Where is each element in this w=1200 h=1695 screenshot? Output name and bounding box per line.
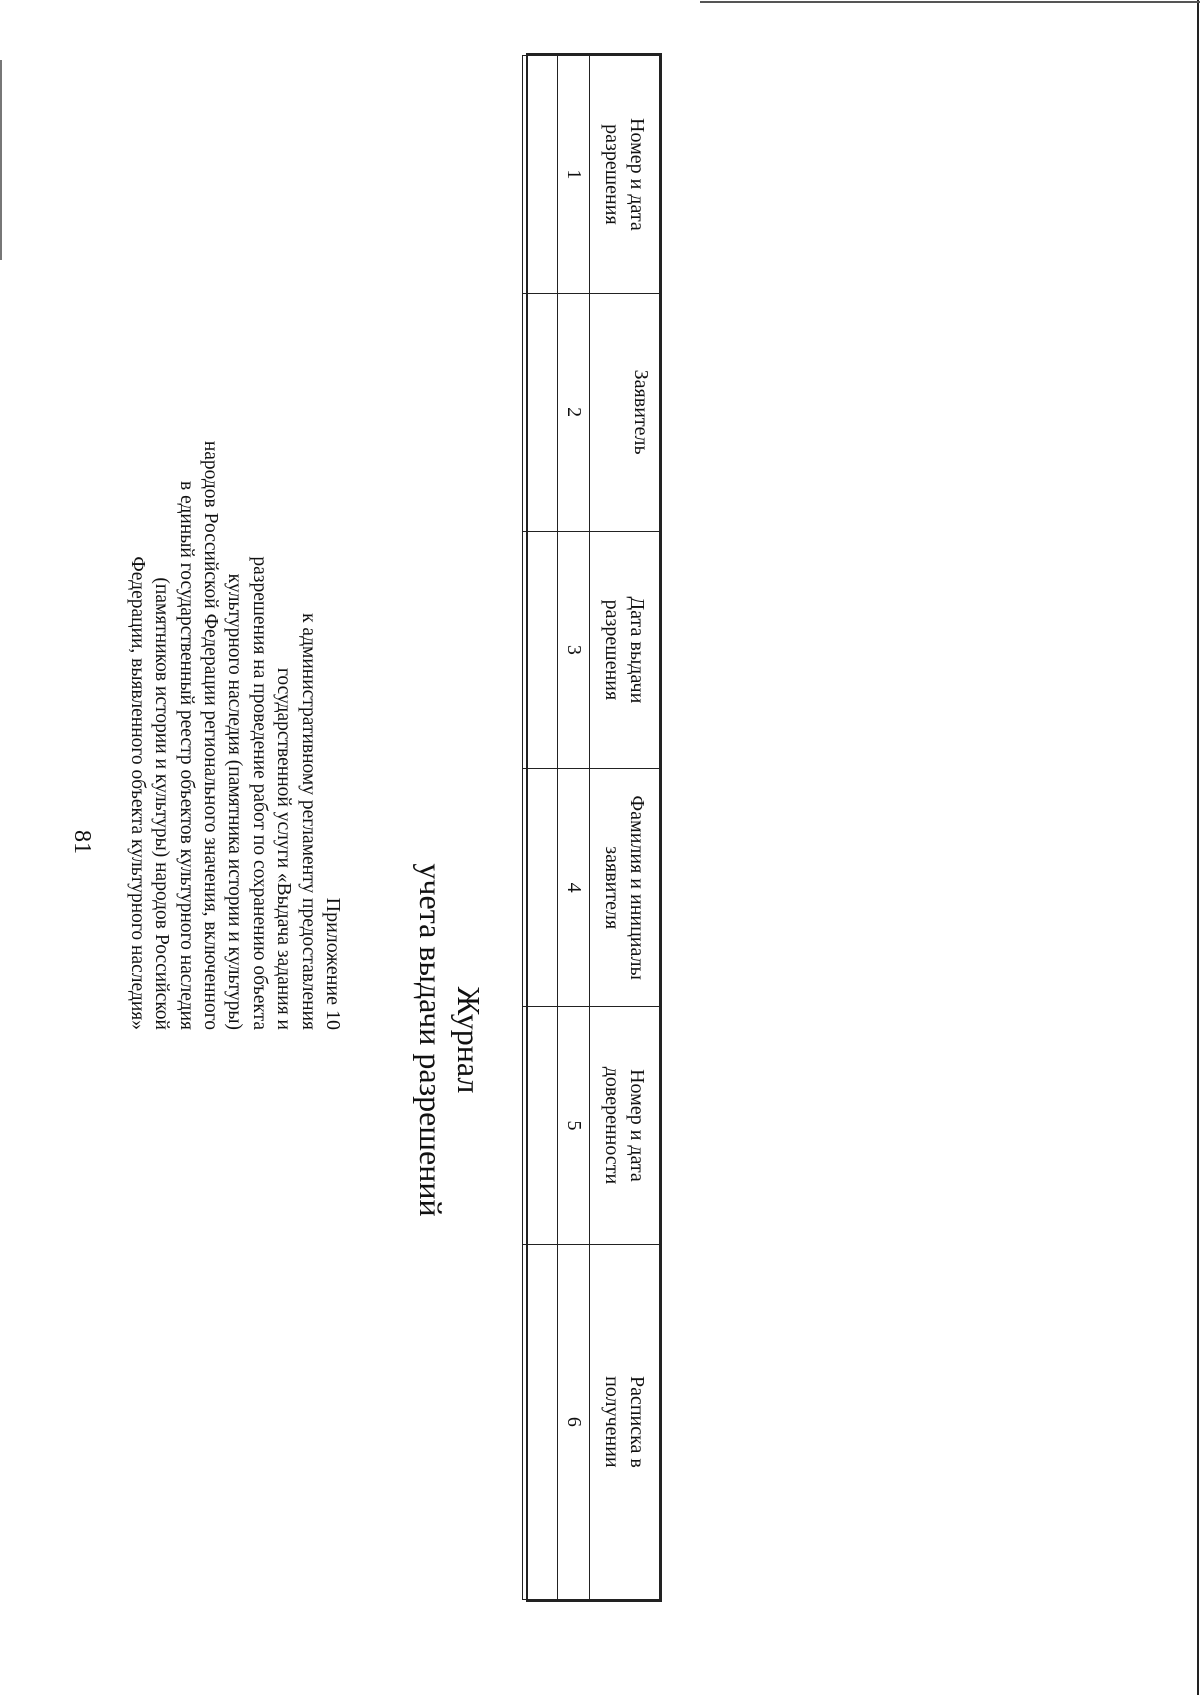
column-number: 3 — [558, 531, 590, 769]
header-text: заявителя — [601, 846, 624, 930]
header-text: Расписка в — [626, 1375, 649, 1468]
header-text: Номер и дата — [626, 1069, 649, 1182]
table-cell-empty — [523, 56, 558, 294]
header-receipt — [590, 1244, 660, 1599]
appendix-line: Федерации, выявленного объекта культурного наследия» — [126, 556, 148, 1030]
header-issue-date — [590, 531, 660, 769]
journal-title-line2: учета выдачи разрешений — [413, 863, 449, 1217]
header-power-of-attorney — [590, 1007, 660, 1245]
column-number: 6 — [558, 1244, 590, 1599]
header-text: разрешения — [601, 124, 624, 225]
header-text: доверенности — [601, 1066, 624, 1185]
header-applicant — [590, 293, 660, 531]
table-cell-empty — [523, 531, 558, 769]
appendix-block — [124, 30, 345, 1030]
appendix-line: (памятников истории и культуры) народов Российской — [151, 577, 173, 1030]
appendix-line: народов Российской Федерации регионального значения, включенного — [199, 440, 221, 1030]
appendix-line: государственной услуги «Выдача задания и — [273, 667, 295, 1030]
appendix-line: разрешения на проведение работ по сохранению объекта — [248, 556, 270, 1030]
table-cell-empty — [523, 293, 558, 531]
header-text: Заявитель — [630, 369, 652, 455]
page-number: 81 — [69, 830, 95, 854]
table-cell-empty — [523, 1244, 558, 1599]
appendix-line: в единый государственный реестр объектов культурного наследия — [175, 481, 197, 1030]
header-text: получении — [601, 1376, 624, 1468]
header-text: Дата выдачи — [626, 596, 649, 704]
header-text: Фамилия и инициалы — [626, 795, 649, 980]
header-text: Номер и дата — [626, 118, 649, 231]
header-permit-number-date — [590, 56, 660, 294]
journal-title-line1: Журнал — [451, 986, 487, 1094]
header-text: разрешения — [601, 599, 624, 701]
header-applicant-name — [590, 769, 660, 1007]
journal-table — [522, 55, 660, 1600]
table-cell-empty — [523, 769, 558, 1007]
table-row — [523, 56, 558, 1600]
column-number: 4 — [558, 769, 590, 1007]
appendix-line: к административному регламенту предоставления — [297, 613, 319, 1030]
table-header-row — [590, 56, 660, 1600]
table-cell-empty — [523, 1007, 558, 1245]
appendix-line: культурного наследия (памятника истории и культуры) — [224, 573, 246, 1030]
column-number: 1 — [558, 56, 590, 294]
journal-title — [412, 640, 488, 1440]
appendix-title: Приложение 10 — [322, 897, 344, 1030]
table-row — [558, 56, 590, 1600]
column-number: 5 — [558, 1007, 590, 1245]
column-number: 2 — [558, 293, 590, 531]
